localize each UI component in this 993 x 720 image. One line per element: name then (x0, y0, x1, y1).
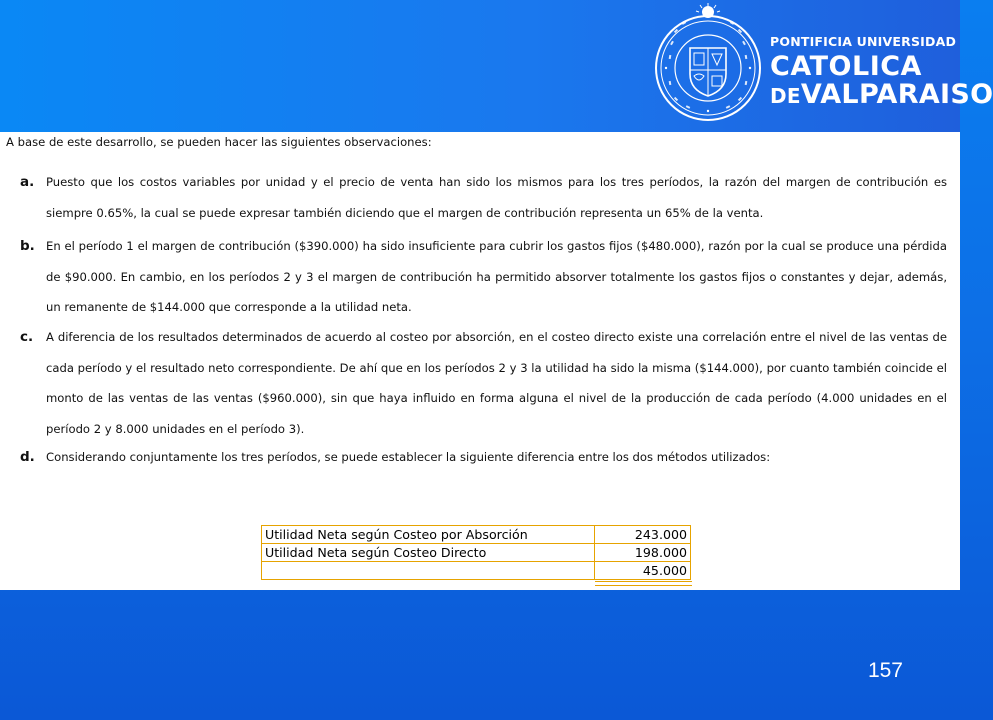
header-band (0, 0, 993, 132)
page-number: 157 (867, 659, 903, 682)
item-letter: d. (20, 449, 35, 465)
total-double-underline (595, 581, 692, 586)
slide-content (0, 132, 960, 590)
item-letter: a. (20, 174, 35, 190)
intro-text: A base de este desarrollo, se pueden hacer las siguientes observaciones: (6, 135, 432, 149)
total-value: 45.000 (595, 562, 691, 580)
university-wordmark (770, 36, 993, 108)
item-letter: b. (20, 238, 35, 254)
item-text: Puesto que los costos variables por unidad y el precio de venta han sido los mismos para los tres períodos, la razón del margen de contribución es siempre 0.65%, la cual se puede expresar también diciendo que el margen de contribución representa un 65% de la venta. (46, 175, 947, 220)
row-label-empty (262, 562, 595, 580)
row-value: 198.000 (595, 544, 691, 562)
row-value: 243.000 (595, 526, 691, 544)
item-text: Considerando conjuntamente los tres períodos, se puede establecer la siguiente diferencia entre los dos métodos utilizados: (46, 450, 771, 464)
university-seal-icon (652, 2, 764, 128)
item-letter: c. (20, 329, 34, 345)
row-label: Utilidad Neta según Costeo Directo (262, 544, 595, 562)
utility-comparison-table (261, 525, 691, 580)
table-row (262, 544, 691, 562)
item-text: A diferencia de los resultados determinados de acuerdo al costeo por absorción, en el costeo directo existe una correlación entre el nivel de las ventas de cada período y el resultado neto correspondiente. De ahí que en los períodos 2 y 3 la utilidad ha sido la misma ($144.000), por cuanto también coincide el monto de las ventas de las ventas ($960.000), sin que haya influido en forma alguna el nivel de la producción de cada período (4.000 unidades en el período 2 y 8.000 unidades en el período 3). (46, 330, 947, 436)
brand-line-3-main: VALPARAISO (800, 78, 993, 110)
table-row (262, 526, 691, 544)
table-total-row (262, 562, 691, 580)
item-text: En el período 1 el margen de contribución ($390.000) ha sido insuficiente para cubrir los gastos fijos ($480.000), razón por la cual se produce una pérdida de $90.000. En cambio, en los períodos 2 y 3 el margen de contribución ha permitido absorver totalmente los gastos fijos o constantes y dejar, además, un remanente de $144.000 que corresponde a la utilidad neta. (46, 239, 947, 314)
brand-line-1: PONTIFICIA UNIVERSIDAD (770, 34, 957, 49)
brand-line-3 (770, 78, 993, 110)
brand-line-2: CATOLICA (770, 50, 922, 82)
row-label: Utilidad Neta según Costeo por Absorción (262, 526, 595, 544)
brand-line-3-de: DE (770, 83, 801, 108)
university-logo (652, 2, 993, 128)
